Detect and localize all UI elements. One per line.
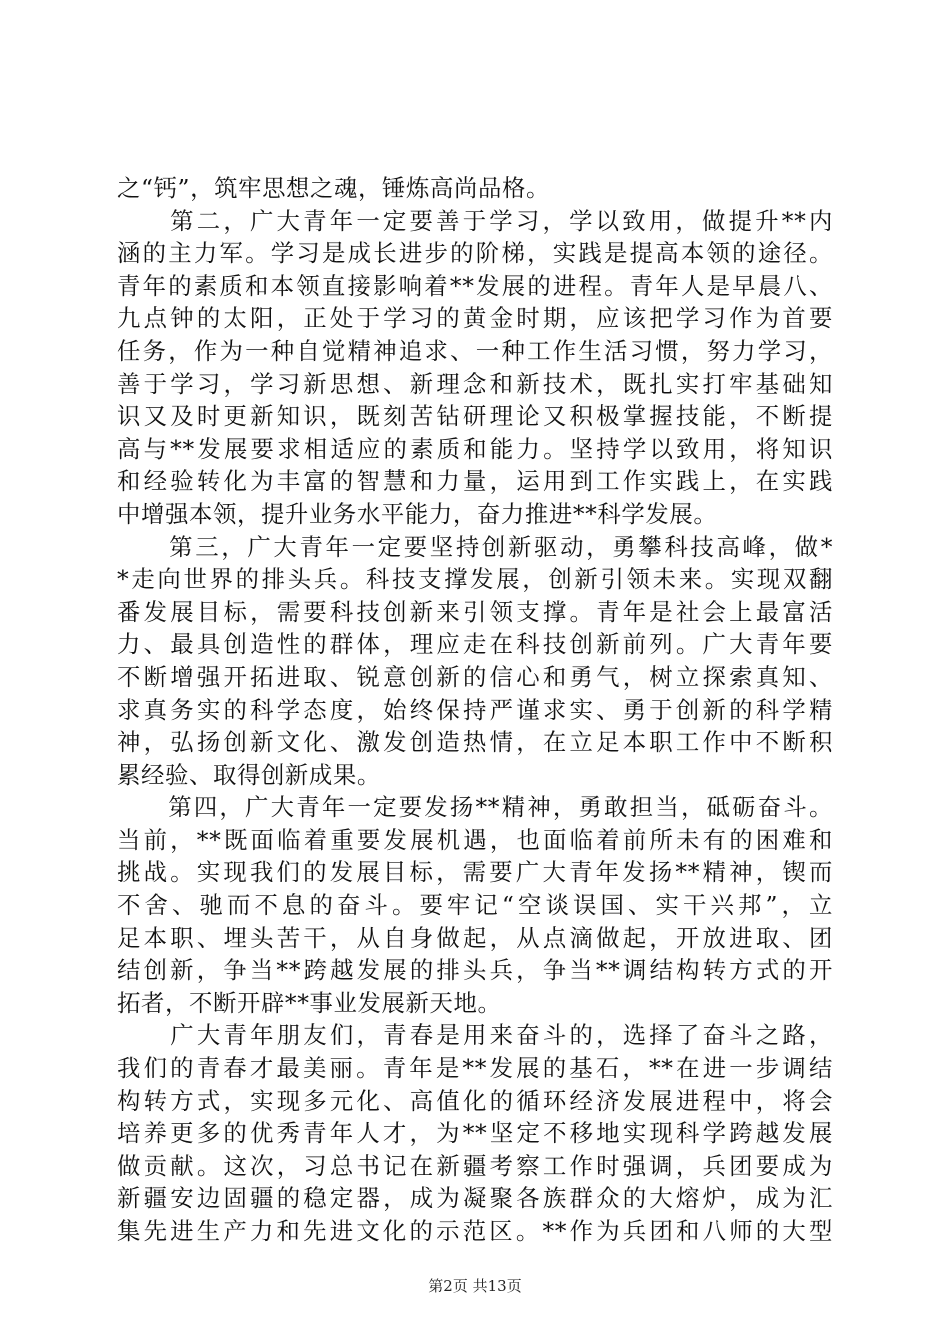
text-line: 我们的青春才最美丽。青年是**发展的基石，**在进一步调结 bbox=[117, 1054, 833, 1083]
text-line: 番发展目标，需要科技创新来引领支撑。青年是社会上最富活 bbox=[117, 597, 833, 626]
text-line: 高与**发展要求相适应的素质和能力。坚持学以致用，将知识 bbox=[117, 434, 833, 463]
text-line: 求真务实的科学态度，始终保持严谨求实、勇于创新的科学精 bbox=[117, 695, 833, 724]
text-line: 集先进生产力和先进文化的示范区。**作为兵团和八师的大型 bbox=[117, 1217, 833, 1245]
text-line: 中增强本领，提升业务水平能力，奋力推进**科学发展。 bbox=[117, 499, 718, 528]
text-line: 累经验、取得创新成果。 bbox=[117, 760, 381, 789]
text-line: 做贡献。这次，习总书记在新疆考察工作时强调，兵团要成为 bbox=[117, 1151, 833, 1180]
text-line: 涵的主力军。学习是成长进步的阶梯，实践是提高本领的途径。 bbox=[117, 239, 833, 268]
text-line: 培养更多的优秀青年人才，为**坚定不移地实现科学跨越发展 bbox=[117, 1119, 833, 1148]
text-line: 任务，作为一种自觉精神追求、一种工作生活习惯，努力学习， bbox=[117, 336, 833, 365]
text-line: 不断增强开拓进取、锐意创新的信心和勇气，树立探索真知、 bbox=[117, 662, 833, 691]
text-line: 善于学习，学习新思想、新理念和新技术，既扎实打牢基础知 bbox=[117, 369, 833, 398]
text-line: 挑战。实现我们的发展目标，需要广大青年发扬**精神，锲而 bbox=[117, 858, 833, 887]
text-line: 不舍、驰而不息的奋斗。要牢记“空谈误国、实干兴邦”，立 bbox=[117, 891, 833, 920]
text-line: 构转方式，实现多元化、高值化的循环经济发展进程中，将会 bbox=[117, 1086, 833, 1115]
text-line: *走向世界的排头兵。科技支撑发展，创新引领未来。实现双翻 bbox=[117, 565, 833, 594]
text-line: 识又及时更新知识，既刻苦钻研理论又积极掌握技能，不断提 bbox=[117, 402, 833, 431]
text-line: 青年的素质和本领直接影响着**发展的进程。青年人是早晨八、 bbox=[117, 271, 833, 300]
text-line: 结创新，争当**跨越发展的排头兵，争当**调结构转方式的开 bbox=[117, 956, 833, 985]
text-line: 之“钙”，筑牢思想之魂，锤炼高尚品格。 bbox=[117, 174, 550, 202]
body-text bbox=[117, 172, 833, 1248]
text-line: 和经验转化为丰富的智慧和力量，运用到工作实践上，在实践 bbox=[117, 467, 833, 496]
text-line: 新疆安边固疆的稳定器，成为凝聚各族群众的大熔炉，成为汇 bbox=[117, 1184, 833, 1213]
text-line: 足本职、埋头苦干，从自身做起，从点滴做起，开放进取、团 bbox=[117, 923, 833, 952]
text-line: 第四，广大青年一定要发扬**精神，勇敢担当，砥砺奋斗。 bbox=[117, 793, 833, 822]
text-line: 当前，**既面临着重要发展机遇，也面临着前所未有的困难和 bbox=[117, 825, 833, 854]
text-line: 第三，广大青年一定要坚持创新驱动，勇攀科技高峰，做* bbox=[117, 532, 833, 561]
text-line: 第二，广大青年一定要善于学习，学以致用，做提升**内 bbox=[117, 206, 833, 235]
page-footer: 第2页 共13页 bbox=[428, 1277, 522, 1295]
text-line: 九点钟的太阳，正处于学习的黄金时期，应该把学习作为首要 bbox=[117, 304, 833, 333]
text-line: 拓者，不断开辟**事业发展新天地。 bbox=[117, 988, 502, 1017]
text-line: 力、最具创造性的群体，理应走在科技创新前列。广大青年要 bbox=[117, 630, 833, 659]
text-line: 神，弘扬创新文化、激发创造热情，在立足本职工作中不断积 bbox=[117, 728, 833, 757]
text-line: 广大青年朋友们，青春是用来奋斗的，选择了奋斗之路， bbox=[117, 1021, 833, 1050]
